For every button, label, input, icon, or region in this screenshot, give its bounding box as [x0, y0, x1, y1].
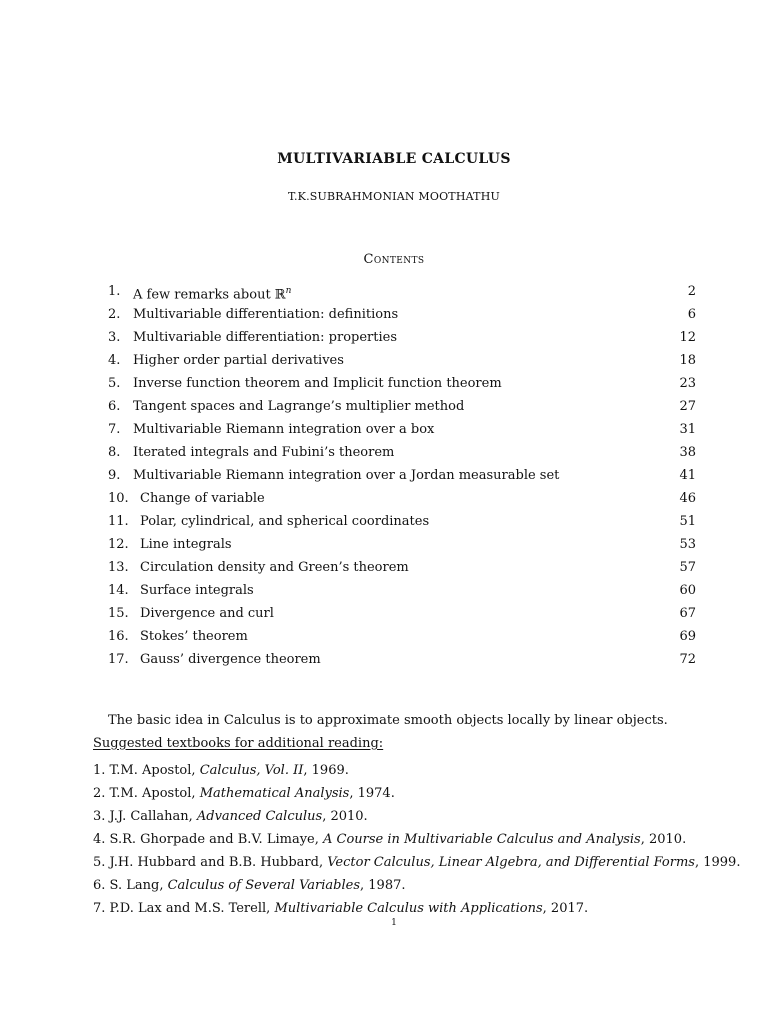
toc-entry-title: Multivariable Riemann integration over a box — [133, 422, 435, 437]
toc-entry-title: Change of variable — [140, 491, 265, 506]
toc-entry — [0, 303, 768, 326]
toc-entry-page: 27 — [679, 399, 696, 414]
reference-authors: 3. J.J. Callahan, — [93, 809, 197, 824]
reference-item — [93, 759, 349, 782]
toc-entry-number: 9. — [108, 468, 121, 483]
toc-entry — [0, 280, 768, 303]
toc-entry — [0, 395, 768, 418]
toc-entry-title: Circulation density and Green’s theorem — [140, 560, 409, 575]
toc-entry-title: Multivariable differentiation: properties — [133, 330, 397, 345]
reference-year: , 1999. — [694, 855, 741, 870]
reference-year: , 2017. — [542, 901, 589, 916]
toc-entry-number: 8. — [108, 445, 121, 460]
document-title: MULTIVARIABLE CALCULUS — [277, 151, 511, 167]
toc-entry-page: 46 — [679, 491, 696, 506]
toc-entry-page: 53 — [679, 537, 696, 552]
toc-entry-number: 3. — [108, 330, 121, 345]
toc-entry-page: 31 — [679, 422, 696, 437]
reference-authors: 2. T.M. Apostol, — [93, 786, 200, 801]
reference-item — [93, 874, 406, 897]
reference-book-title: Mathematical Analysis — [199, 786, 350, 801]
toc-entry-title: Higher order partial derivatives — [133, 353, 344, 368]
reference-book-title: Calculus, Vol. II — [199, 763, 304, 778]
toc-entry-number: 10. — [108, 491, 129, 506]
toc-entry — [0, 349, 768, 372]
reference-item — [93, 851, 740, 874]
toc-entry-title: Line integrals — [140, 537, 232, 552]
toc-entry-page: 18 — [679, 353, 696, 368]
reference-item — [93, 897, 588, 920]
toc-entry-number: 5. — [108, 376, 121, 391]
toc-entry-title: Tangent spaces and Lagrange’s multiplier method — [133, 399, 465, 414]
toc-entry — [0, 372, 768, 395]
reference-book-title: Multivariable Calculus with Applications — [274, 901, 543, 916]
toc-entry — [0, 418, 768, 441]
reference-book-title: A Course in Multivariable Calculus and Analysis — [323, 832, 641, 847]
toc-entry — [0, 533, 768, 556]
reference-year: , 2010. — [322, 809, 368, 824]
toc-entry — [0, 556, 768, 579]
toc-entry-page: 23 — [679, 376, 696, 391]
suggested-reading-heading: Suggested textbooks for additional reading: — [93, 736, 384, 751]
toc-entry-number: 15. — [108, 606, 129, 621]
document-author: T.K.SUBRAHMONIAN MOOTHATHU — [288, 190, 500, 203]
toc-entry — [0, 579, 768, 602]
toc-entry-title: Gauss’ divergence theorem — [140, 652, 321, 667]
reference-book-title: Calculus of Several Variables — [167, 878, 361, 893]
toc-entry-title: Polar, cylindrical, and spherical coordinates — [140, 514, 430, 529]
toc-entry-number: 17. — [108, 652, 129, 667]
toc-entry — [0, 625, 768, 648]
toc-entry-title: Multivariable differentiation: definitions — [133, 307, 399, 322]
reference-book-title: Vector Calculus, Linear Algebra, and Differential Forms — [327, 855, 695, 870]
page-number: 1 — [391, 918, 397, 928]
reference-item — [93, 805, 368, 828]
toc-entry-page: 72 — [679, 652, 696, 667]
toc-entry-page: 69 — [679, 629, 696, 644]
toc-entry — [0, 487, 768, 510]
toc-entry-number: 13. — [108, 560, 129, 575]
toc-entry — [0, 326, 768, 349]
reference-authors: 1. T.M. Apostol, — [93, 763, 200, 778]
toc-entry-page: 60 — [679, 583, 696, 598]
toc-entry-number: 2. — [108, 307, 121, 322]
toc-entry — [0, 602, 768, 625]
reference-year: , 1974. — [349, 786, 395, 801]
toc-entry-number: 7. — [108, 422, 121, 437]
reference-book-title: Advanced Calculus — [196, 809, 323, 824]
toc-entry-number: 12. — [108, 537, 129, 552]
toc-entry-page: 12 — [679, 330, 696, 345]
toc-entry-title: Surface integrals — [140, 583, 254, 598]
toc-entry-page: 57 — [679, 560, 696, 575]
toc-entry-number: 1. — [108, 284, 121, 299]
toc-entry — [0, 648, 768, 671]
toc-entry-title: Iterated integrals and Fubini’s theorem — [133, 445, 395, 460]
toc-entry-title: A few remarks about ℝ$^n$ — [133, 286, 292, 303]
reference-year: , 1969. — [303, 763, 349, 778]
intro-paragraph: The basic idea in Calculus is to approximate smooth objects locally by linear objects. — [108, 713, 668, 728]
toc-entry — [0, 441, 768, 464]
toc-entry-number: 6. — [108, 399, 121, 414]
toc-entry — [0, 510, 768, 533]
toc-entry-page: 51 — [679, 514, 696, 529]
reference-authors: 6. S. Lang, — [93, 878, 168, 893]
toc-entry-title: Inverse function theorem and Implicit function theorem — [133, 376, 502, 391]
contents-heading: Contents — [363, 252, 425, 267]
toc-entry-page: 6 — [687, 307, 696, 322]
toc-entry-number: 4. — [108, 353, 121, 368]
toc-entry-title: Stokes’ theorem — [140, 629, 248, 644]
toc-entry-number: 16. — [108, 629, 129, 644]
reference-item — [93, 782, 395, 805]
toc-entry-page: 2 — [687, 284, 696, 299]
toc-entry-page: 38 — [679, 445, 696, 460]
toc-entry-number: 11. — [108, 514, 129, 529]
reference-authors: 7. P.D. Lax and M.S. Terell, — [93, 901, 275, 916]
reference-year: , 2010. — [640, 832, 687, 847]
reference-authors: 4. S.R. Ghorpade and B.V. Limaye, — [93, 832, 323, 847]
reference-item — [93, 828, 686, 851]
toc-entry-superscript: n — [285, 286, 292, 296]
reference-authors: 5. J.H. Hubbard and B.B. Hubbard, — [93, 855, 328, 870]
reference-year: , 1987. — [360, 878, 406, 893]
toc-entry — [0, 464, 768, 487]
toc-entry-page: 67 — [679, 606, 696, 621]
toc-entry-page: 41 — [679, 468, 696, 483]
toc-entry-title: Divergence and curl — [140, 606, 274, 621]
toc-entry-number: 14. — [108, 583, 129, 598]
toc-entry-title: Multivariable Riemann integration over a Jordan measurable set — [133, 468, 560, 483]
